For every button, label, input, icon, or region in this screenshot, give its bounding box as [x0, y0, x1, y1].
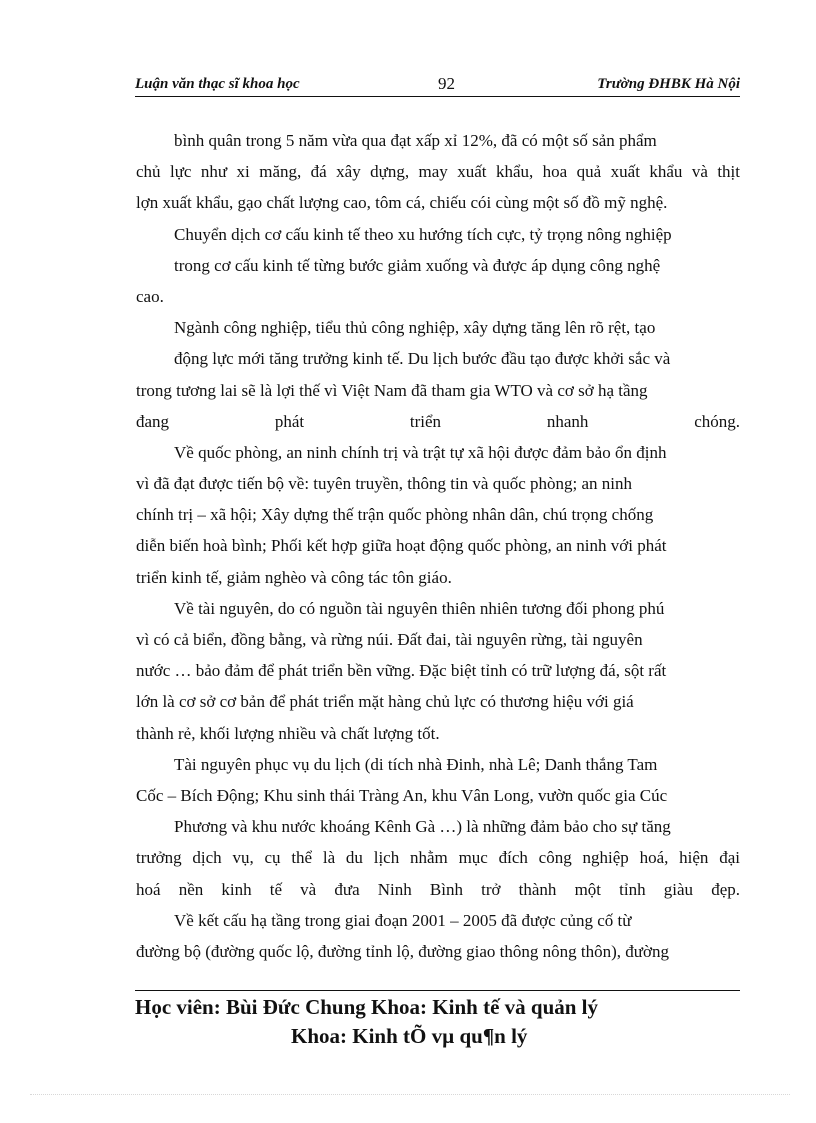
text-line: trưởng dịch vụ, cụ thể là du lịch nhằm mục đích công nghiệp hoá, hiện đại — [136, 848, 740, 868]
text-line: vì đã đạt được tiến bộ về: tuyên truyền, thông tin và quốc phòng; an ninh — [136, 474, 632, 494]
text-line: Về quốc phòng, an ninh chính trị và trật tự xã hội được đảm bảo ổn định — [174, 442, 667, 462]
footer-divider — [135, 990, 740, 991]
text-line: Tài nguyên phục vụ du lịch (di tích nhà Đinh, nhà Lê; Danh thắng Tam — [174, 754, 658, 774]
text-line: Chuyển dịch cơ cấu kinh tế theo xu hướng tích cực, tỷ trọng nông nghiệp — [174, 224, 672, 244]
text-line: triển kinh tế, giảm nghèo và công tác tôn giáo. — [136, 567, 452, 587]
page-bottom-dotted-rule — [30, 1094, 790, 1095]
text-line: đang phát triển nhanh chóng. — [136, 411, 740, 431]
text-line: trong tương lai sẽ là lợi thế vì Việt Nam đã tham gia WTO và cơ sở hạ tầng — [136, 380, 648, 400]
body-text — [136, 125, 740, 967]
text-line: nước … bảo đảm để phát triển bền vững. Đặc biệt tỉnh có trữ lượng đá, sột rất — [136, 661, 667, 681]
text-line: Phương và khu nước khoáng Kênh Gà …) là những đảm bảo cho sự tăng — [174, 817, 671, 837]
text-line: vì có cả biển, đồng bằng, và rừng núi. Đất đai, tài nguyên rừng, tài nguyên — [136, 630, 643, 649]
text-line: cao. — [136, 286, 164, 306]
header-university: Trường ĐHBK Hà Nội — [597, 76, 740, 92]
text-line: hoá nền kinh tế và đưa Ninh Bình trở thành một tỉnh giàu đẹp. — [136, 879, 740, 899]
footer-faculty-line: Khoa: Kinh tÕ vµ qu¶n lý — [291, 1024, 528, 1048]
text-line: diễn biến hoà bình; Phối kết hợp giữa hoạt động quốc phòng, an ninh với phát — [136, 536, 667, 556]
text-line: Về kết cấu hạ tầng trong giai đoạn 2001 – 2005 đã được củng cố từ — [174, 910, 632, 930]
text-line: Về tài nguyên, do có nguồn tài nguyên thiên nhiên tương đối phong phú — [174, 598, 665, 618]
text-line: Cốc – Bích Động; Khu sinh thái Tràng An, khu Vân Long, vườn quốc gia Cúc — [136, 785, 668, 805]
text-line: bình quân trong 5 năm vừa qua đạt xấp xỉ 12%, đã có một số sản phẩm — [174, 131, 657, 150]
text-line: chính trị – xã hội; Xây dựng thế trận quốc phòng nhân dân, chú trọng chống — [136, 505, 654, 525]
text-line: trong cơ cấu kinh tế từng bước giảm xuống và được áp dụng công nghệ — [174, 255, 661, 275]
footer-student-line: Học viên: Bùi Đức Chung Khoa: Kinh tế và quản lý — [135, 995, 599, 1019]
text-line: chủ lực như xi măng, đá xây dựng, may xuất khẩu, hoa quả xuất khẩu và thịt — [136, 162, 740, 182]
text-line: lớn là cơ sở cơ bản để phát triển mặt hàng chủ lực có thương hiệu với giá — [136, 692, 634, 712]
page-number: 92 — [438, 74, 455, 93]
header-thesis-title: Luận văn thạc sĩ khoa học — [135, 76, 300, 92]
text-line: Ngành công nghiệp, tiểu thủ công nghiệp, xây dựng tăng lên rõ rệt, tạo — [174, 318, 656, 338]
text-line: lợn xuất khẩu, gạo chất lượng cao, tôm cá, chiếu cói cùng một số đồ mỹ nghệ. — [136, 193, 668, 213]
page-header — [135, 74, 740, 97]
text-line: đường bộ (đường quốc lộ, đường tỉnh lộ, đường giao thông nông thôn), đường — [136, 941, 669, 961]
text-line: động lực mới tăng trưởng kinh tế. Du lịch bước đầu tạo được khởi sắc và — [174, 349, 671, 369]
text-line: thành rẻ, khối lượng nhiều và chất lượng tốt. — [136, 723, 440, 743]
